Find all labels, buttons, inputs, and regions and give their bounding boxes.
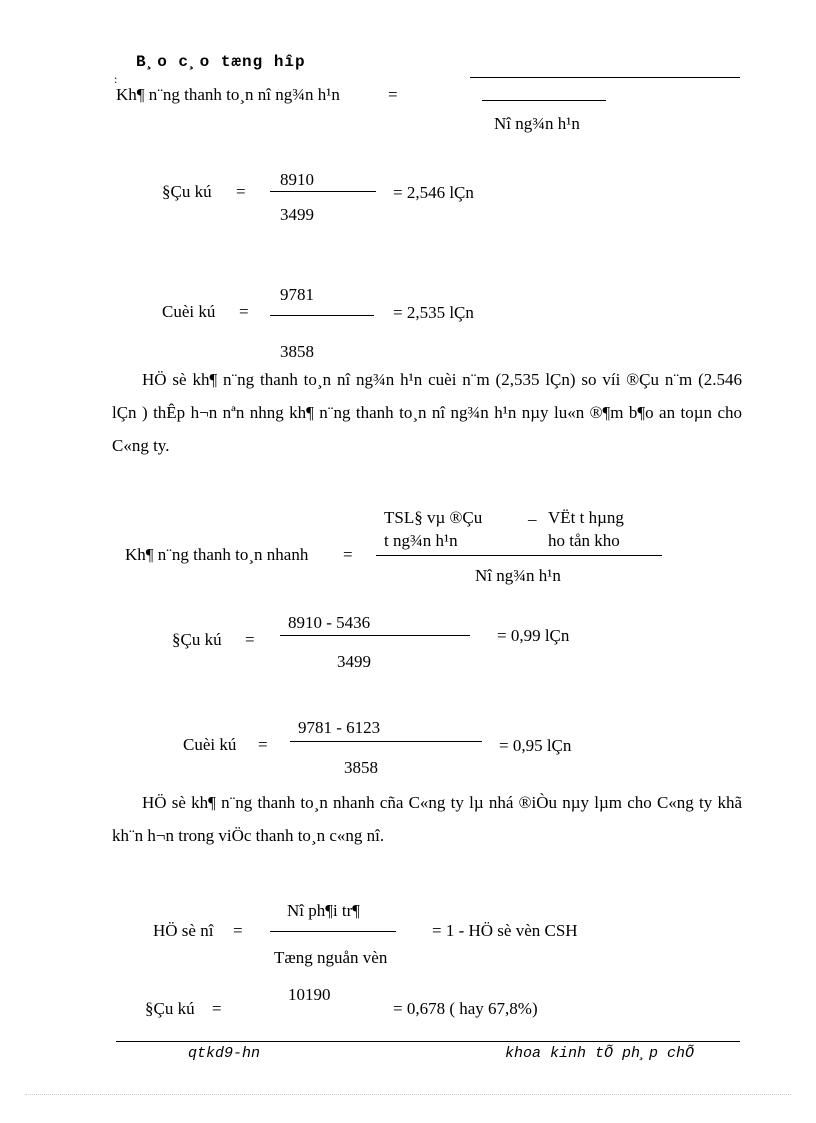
numerator-part1-line2: t ng¾n h¹n	[384, 531, 458, 550]
begin-period-eq: =	[245, 630, 255, 649]
begin-numerator: 10190	[288, 985, 331, 1004]
begin-period-label: §Çu kú	[172, 630, 222, 649]
formula-current-ratio-denominator: Nî ng¾n h¹n	[494, 114, 580, 133]
end-result: = 0,95 lÇn	[499, 736, 572, 755]
end-denominator: 3858	[344, 758, 378, 777]
fraction-line	[482, 100, 606, 101]
footer-left: qtkd9-hn	[188, 1045, 261, 1062]
formula-quick-ratio-eq: =	[343, 545, 353, 564]
begin-numerator: 8910 - 5436	[288, 613, 371, 632]
numerator-part2-line2: ho tån kho	[548, 531, 620, 550]
begin-result: = 0,678 ( hay 67,8%)	[393, 999, 538, 1018]
debt-ratio-label: HÖ sè nî	[153, 921, 214, 940]
footer-rule	[116, 1041, 740, 1042]
formula-current-ratio-label: Kh¶ n¨ng thanh to¸n nî ng¾n h¹n	[116, 85, 340, 104]
begin-period-label: §Çu kú	[145, 999, 195, 1018]
begin-period-eq: =	[236, 182, 246, 201]
end-denominator: 3858	[280, 342, 314, 361]
end-period-label: Cuèi kú	[183, 735, 237, 754]
formula-quick-ratio-denominator: Nî ng¾n h¹n	[475, 566, 561, 585]
fraction-line	[270, 315, 374, 316]
begin-period-label: §Çu kú	[162, 182, 212, 201]
formula-quick-ratio-label: Kh¶ n¨ng thanh to¸n nhanh	[125, 545, 309, 564]
debt-ratio-result: = 1 - HÖ sè vèn CSH	[432, 921, 578, 940]
end-period-eq: =	[239, 302, 249, 321]
end-numerator: 9781 - 6123	[298, 718, 381, 737]
paragraph-quick-ratio: HÖ sè kh¶ n¨ng thanh to¸n nhanh cña C«ng ty lµ nhá ®iÒu nµy lµm cho C«ng ty khã kh¨n h¬n trong viÖc thanh to¸n c«ng nî.	[112, 793, 742, 845]
paragraph-current-ratio: HÖ sè kh¶ n¨ng thanh to¸n nî ng¾n h¹n cuèi n¨m (2,535 lÇn) so víi ®Çu n¨m (2.546 lÇn ) thÊp h¬n nªn nhng kh¶ n¨ng thanh to¸n nî ng¾n h¹n nµy lu«n ®¶m b¶o an toµn cho C«ng ty.	[112, 370, 742, 455]
stray-colon: :	[114, 72, 118, 86]
fraction-line	[270, 931, 396, 932]
end-numerator: 9781	[280, 285, 314, 304]
end-period-eq: =	[258, 735, 268, 754]
fraction-line	[280, 635, 470, 636]
numerator-minus: _	[528, 504, 537, 523]
end-result: = 2,535 lÇn	[393, 303, 474, 322]
page-bottom-dotted-line	[25, 1094, 791, 1095]
formula-current-ratio-eq: =	[388, 85, 398, 104]
footer-right: khoa kinh tÕ ph¸p chÕ	[505, 1045, 695, 1062]
begin-denominator: 3499	[337, 652, 371, 671]
numerator-blank-line	[470, 77, 740, 78]
numerator-part2-line1: VËt t hµng	[548, 508, 624, 527]
debt-ratio-denominator: Tæng nguån vèn	[274, 948, 388, 967]
begin-result: = 2,546 lÇn	[393, 183, 474, 202]
report-title: B¸o c¸o tæng hîp	[136, 53, 306, 71]
fraction-line	[290, 741, 482, 742]
begin-period-eq: =	[212, 999, 222, 1018]
numerator-part1-line1: TSL§ vµ ®Çu	[384, 508, 483, 527]
begin-result: = 0,99 lÇn	[497, 626, 570, 645]
fraction-line	[376, 555, 662, 556]
debt-ratio-numerator: Nî ph¶i tr¶	[287, 901, 361, 920]
debt-ratio-eq: =	[233, 921, 243, 940]
begin-numerator: 8910	[280, 170, 314, 189]
end-period-label: Cuèi kú	[162, 302, 216, 321]
begin-denominator: 3499	[280, 205, 314, 224]
fraction-line	[270, 191, 376, 192]
